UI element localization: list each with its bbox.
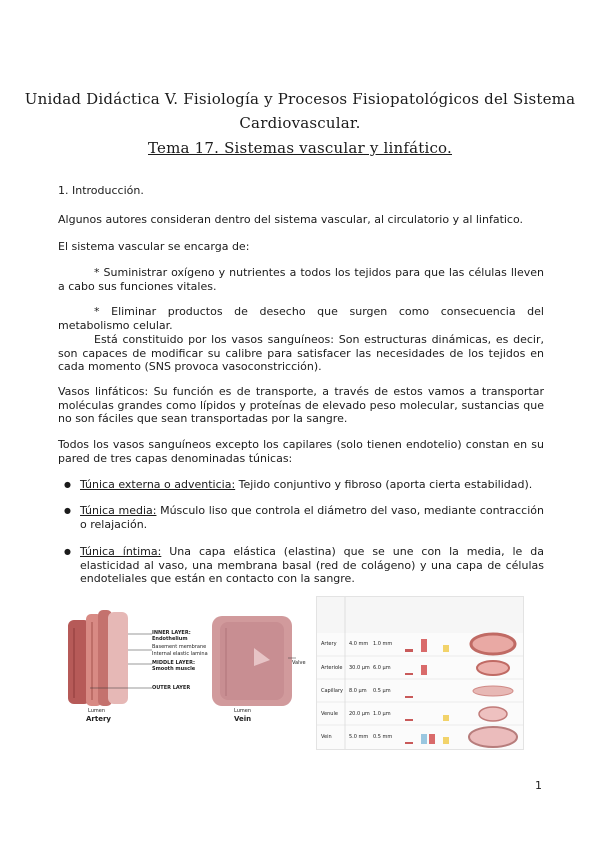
label-artery: Artery: [86, 715, 111, 723]
bullet-text: Una capa elástica (elastina) que se une con la media, le da elasticidad al vaso, una membrana basal (red de colágeno) y una capa de células endoteliales que están en contacto con la sangre.: [80, 545, 544, 585]
row-vein-v2: 0.5 mm: [373, 734, 393, 740]
paragraph-2: El sistema vascular se encarga de:: [58, 240, 250, 253]
label-basement: Basement membrane: [152, 644, 207, 650]
row-venule-v2: 1.0 µm: [373, 711, 391, 717]
vein-wall: [220, 622, 284, 700]
bullet-tunica-externa: [80, 478, 544, 492]
row-arteriole-name: Arteriole: [321, 665, 343, 671]
title-line-3: Tema 17. Sistemas vascular y linfático.: [148, 139, 452, 157]
row-vein-v1: 5.0 mm: [349, 734, 369, 740]
list-item-2: * Eliminar productos de desecho que surgen como consecuencia del metabolismo celular.: [58, 305, 544, 332]
paragraph-1: Algunos autores consideran dentro del sistema vascular, al circulatorio y al linfatico.: [58, 213, 524, 226]
row-artery-v2: 1.0 mm: [373, 641, 393, 647]
artery-vein-figure: [66, 608, 316, 726]
row-arteriole-v1: 30.0 µm: [349, 665, 370, 671]
row-artery-name: Artery: [321, 641, 337, 647]
bullet-tunica-intima: [80, 545, 544, 586]
row-capillary-v1: 8.0 µm: [349, 688, 367, 694]
artery-lumen-wall: [108, 612, 128, 704]
paragraph-4: Vasos linfáticos: Su función es de transporte, a través de estos vamos a transportar moléculas grandes como lípidos y proteínas de elevado peso molecular, sustancias que no son fáciles que sean transportadas por la sangre.: [58, 385, 544, 425]
label-lumen-artery: Lumen: [88, 708, 105, 714]
title-line-1: Unidad Didáctica V. Fisiología y Procesos Fisiopatológicos del Sistema: [24, 90, 576, 108]
list-item-1: * Suministrar oxígeno y nutrientes a todos los tejidos para que las células lleven a cabo sus funciones vitales.: [58, 266, 544, 293]
bullet-term: Túnica media:: [80, 504, 157, 517]
label-middle-layer: MIDDLE LAYER: Smooth muscle: [152, 660, 196, 672]
bullet-tunica-media: [80, 504, 544, 531]
intro-heading: 1. Introducción.: [58, 184, 144, 197]
bullet-term: Túnica íntima:: [80, 545, 162, 558]
bullet-term: Túnica externa o adventicia:: [80, 478, 236, 491]
row-arteriole-v2: 6.0 µm: [373, 665, 391, 671]
label-valve: Valve: [292, 660, 306, 666]
row-capillary-name: Capillary: [321, 688, 343, 694]
label-lumen-vein: Lumen: [234, 708, 251, 714]
title-line-2: Cardiovascular.: [239, 114, 361, 132]
label-vein: Vein: [234, 715, 252, 723]
row-vein-name: Vein: [321, 734, 332, 740]
row-artery-v1: 4.0 mm: [349, 641, 369, 647]
row-capillary-v2: 0.5 µm: [373, 688, 391, 694]
bullet-text: Músculo liso que controla el diámetro del vaso, mediante contracción o relajación.: [80, 504, 544, 531]
table-graphic: [317, 597, 523, 749]
label-elastic: Internal elastic lamina: [152, 651, 208, 657]
paragraph-3: Está constituido por los vasos sanguíneos: Son estructuras dinámicas, es decir, son capaces de modificar su calibre para satisfacer las necesidades de los tejidos en cada momento (SNS provoca vasoconstricción).: [58, 333, 544, 373]
label-inner-layer: INNER LAYER: Endothelium: [152, 630, 191, 642]
paragraph-5: Todos los vasos sanguíneos excepto los capilares (solo tienen endotelio) constan en su pared de tres capas denominadas túnicas:: [58, 438, 544, 465]
row-venule-v1: 20.0 µm: [349, 711, 370, 717]
bullet-text: Tejido conjuntivo y fibroso (aporta cierta estabilidad).: [235, 478, 533, 491]
row-venule-name: Venule: [321, 711, 338, 717]
vessel-comparison-table: [316, 596, 524, 750]
page-number: 1: [535, 779, 542, 792]
label-outer-layer: OUTER LAYER: [152, 685, 191, 691]
